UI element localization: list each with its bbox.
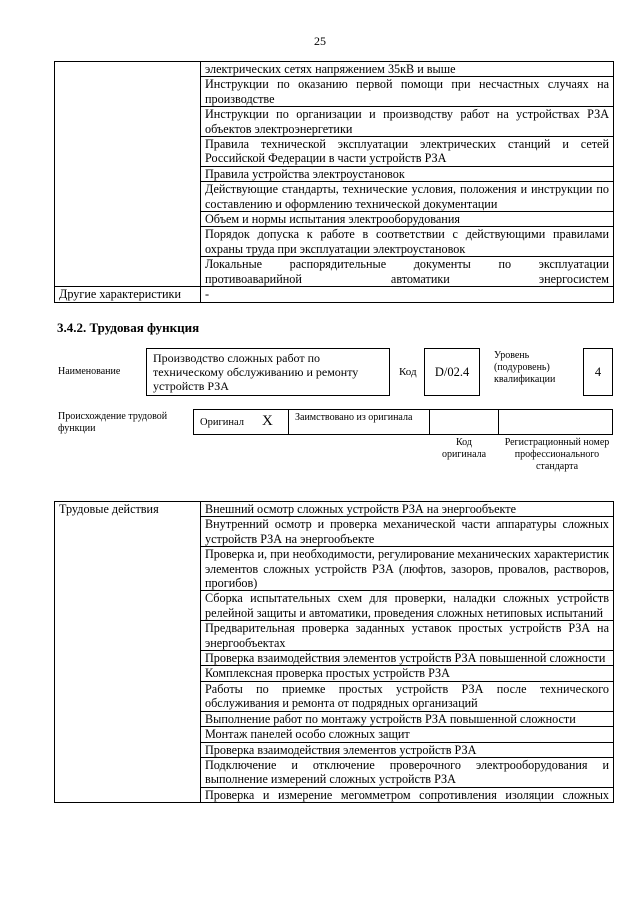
table-cell: Инструкции по организации и производству работ на устройствах РЗА объектов электроэнергетики	[201, 107, 614, 137]
table-cell: Предварительная проверка заданных уставок простых устройств РЗА на энергообъектах	[201, 621, 614, 651]
table-cell: электрических сетях напряжением 35кВ и выше	[201, 62, 614, 77]
table-cell: Выполнение работ по монтажу устройств РЗА повышенной сложности	[201, 711, 614, 726]
table-cell: Комплексная проверка простых устройств РЗА	[201, 666, 614, 681]
other-characteristics-value: -	[201, 287, 614, 302]
table-cell: Проверка и, при необходимости, регулирование механических характеристик элементов сложных устройств РЗА (люфтов, зазоров, провалов, растворов, прогибов)	[201, 547, 614, 591]
level-value: 4	[594, 365, 602, 379]
original-box	[193, 409, 289, 435]
table-cell: Правила технической эксплуатации электрических станций и сетей Российской Федерации в части устройств РЗА	[201, 137, 614, 167]
table-cell: Подключение и отключение проверочного электрооборудования и выполнение измерений сложных устройств РЗА	[201, 757, 614, 787]
table-cell: Объем и нормы испытания электрооборудования	[201, 212, 614, 227]
table-cell: Проверка взаимодействия элементов устройств РЗА	[201, 742, 614, 757]
table-row	[55, 502, 614, 517]
borrowed-box	[288, 409, 430, 435]
actions-label: Трудовые действия	[55, 502, 201, 803]
table-row	[55, 287, 614, 302]
table-cell: Локальные распорядительные документы по эксплуатации противоаварийной автоматики энергосистем	[201, 257, 614, 287]
origin-reg-box	[498, 409, 613, 435]
code-box	[424, 348, 480, 396]
table-cell: Инструкции по оказанию первой помощи при несчастных случаях на производстве	[201, 77, 614, 107]
table-cell: Проверка и измерение мегомметром сопротивления изоляции сложных	[201, 787, 614, 802]
table-cell: Монтаж панелей особо сложных защит	[201, 727, 614, 742]
level-label: Уровень (подуровень) квалификации	[494, 350, 556, 385]
table-cell: Порядок допуска к работе в соответствии с действующими правилами охраны труда при эксплуатации электроустановок	[201, 227, 614, 257]
table-row	[55, 62, 614, 77]
table-cell: Внешний осмотр сложных устройств РЗА на энергообъекте	[201, 502, 614, 517]
origin-label: Происхождение трудовой функции	[58, 411, 168, 434]
original-label: Оригинал	[200, 417, 244, 428]
table-cell: Внутренний осмотр и проверка механической части аппаратуры сложных устройств РЗА на энергообъекте	[201, 517, 614, 547]
other-characteristics-label: Другие характеристики	[55, 287, 201, 302]
table-label-cell	[55, 62, 201, 287]
origin-code-box	[429, 409, 499, 435]
table-cell: Действующие стандарты, технические условия, положения и инструкции по составлению и оформлению технической документации	[201, 182, 614, 212]
level-box	[583, 348, 613, 396]
code-caption: Код оригинала	[441, 437, 487, 460]
knowledge-table	[54, 61, 614, 303]
table-cell: Работы по приемке простых устройств РЗА после технического обслуживания и ремонта от подрядных организаций	[201, 681, 614, 711]
actions-table	[54, 501, 614, 803]
page-number: 25	[314, 34, 326, 48]
borrowed-label: Заимствовано из оригинала	[295, 412, 413, 423]
code-label: Код	[399, 366, 417, 378]
name-box	[146, 348, 390, 396]
section-title: 3.4.2. Трудовая функция	[57, 320, 200, 335]
code-value: D/02.4	[434, 365, 470, 379]
table-cell: Проверка взаимодействия элементов устройств РЗА повышенной сложности	[201, 651, 614, 666]
table-cell: Сборка испытательных схем для проверки, наладки сложных устройств релейной защиты и автоматики, проведения сложных нетиповых испытаний	[201, 591, 614, 621]
reg-caption: Регистрационный номер профессионального стандарта	[504, 437, 610, 472]
name-label: Наименование	[58, 366, 121, 377]
table-cell: Правила устройства электроустановок	[201, 166, 614, 181]
name-value: Производство сложных работ по техническому обслуживанию и ремонту устройств РЗА	[153, 351, 359, 393]
original-mark: X	[262, 413, 273, 429]
